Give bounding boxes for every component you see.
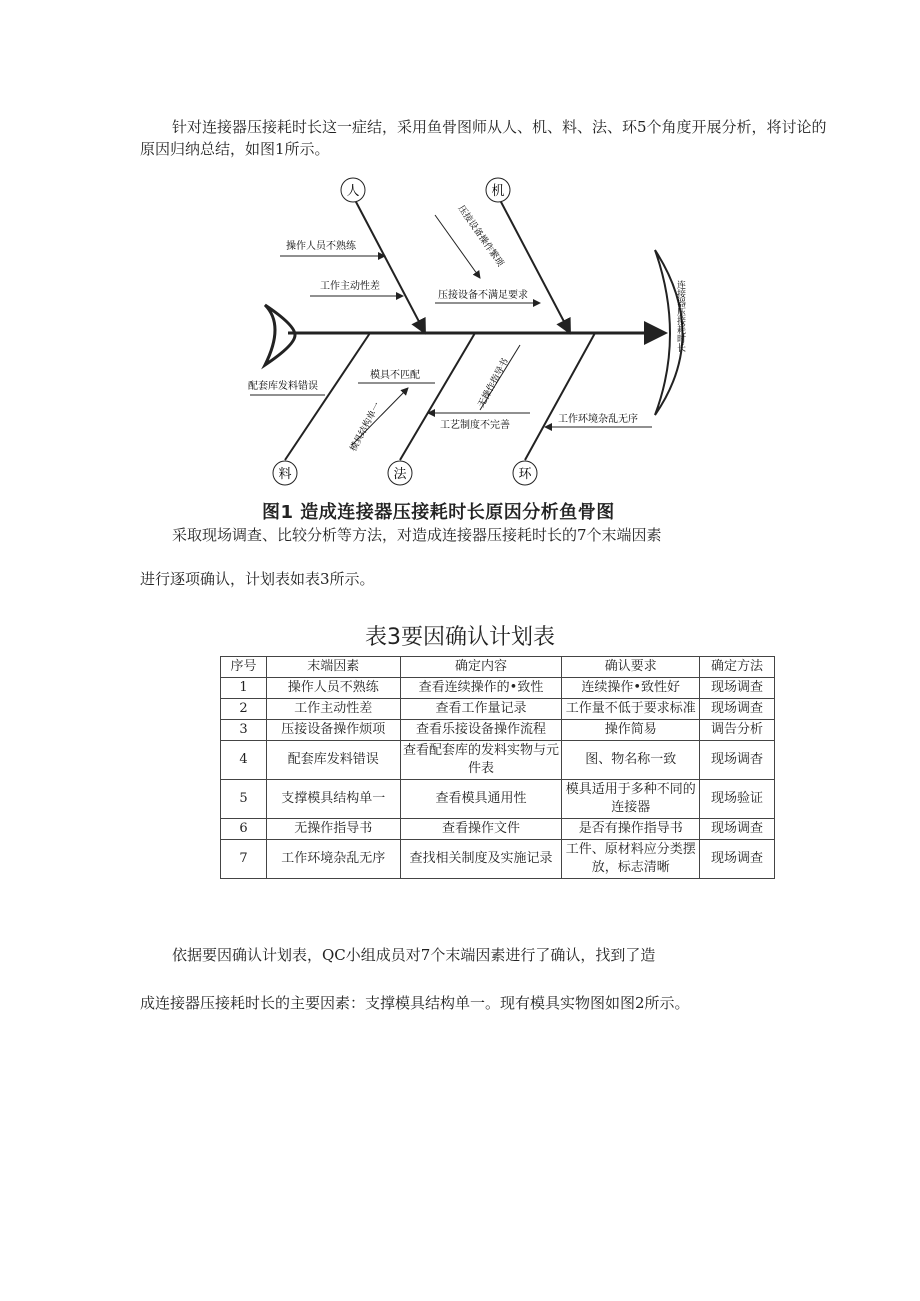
cell: 支撑模具结构单一 [266, 780, 400, 819]
table-row [221, 780, 775, 819]
paragraph-2a: 采取现场调查、比较分析等方法，对造成连接器压接耗时长的7个末端因素 [172, 526, 662, 544]
category-ren [341, 178, 365, 202]
cell: 查看模具通用性 [400, 780, 562, 819]
table-row [221, 678, 775, 699]
table-row [221, 699, 775, 720]
cell: 工作主动性差 [266, 699, 400, 720]
cause-6: 模具不匹配 [370, 370, 420, 381]
cause-3: 压接设备操作繁琐 [455, 203, 506, 269]
table-row [221, 840, 775, 879]
cell: 现场调查 [700, 678, 775, 699]
cell: 工件、原材料应分类摆放，标志清晰 [562, 840, 700, 879]
cell: 现场调杳 [700, 741, 775, 780]
head-label: 连接器压接耗时长 [675, 280, 685, 352]
cell: 2 [221, 699, 267, 720]
cell: 无操作指导书 [266, 819, 400, 840]
cell: 6 [221, 819, 267, 840]
category-huan [513, 461, 537, 485]
cell: 操作人员不熟练 [266, 678, 400, 699]
fish-tail [265, 305, 295, 365]
cell: 查看连续操作的•致性 [400, 678, 562, 699]
header-cell: 确定内容 [400, 657, 562, 678]
cell: 查看配套库的发料实物与元件表 [400, 741, 562, 780]
cell: 模具适用于多种不同的连接器 [562, 780, 700, 819]
svg-text:料: 料 [278, 467, 292, 482]
cell: 压接设备操作烦项 [266, 720, 400, 741]
cell: 配套库发料错误 [266, 741, 400, 780]
header-cell: 末端因素 [266, 657, 400, 678]
table-header-row [221, 657, 775, 678]
paragraph-2b: 进行逐项确认，计划表如表3所示。 [140, 570, 375, 588]
cell: 操作简易 [562, 720, 700, 741]
bone-huan [525, 333, 595, 460]
cell: 工作量不低于要求标准 [562, 699, 700, 720]
confirmation-plan-table [220, 656, 775, 879]
cell: 3 [221, 720, 267, 741]
cell: 7 [221, 840, 267, 879]
cell: 1 [221, 678, 267, 699]
cell: 查看工作量记录 [400, 699, 562, 720]
bone-ren [355, 200, 425, 333]
cause-4: 压接设备不满足要求 [438, 290, 528, 301]
cell: 连续操作•致性好 [562, 678, 700, 699]
cause-10: 工作环境杂乱无序 [558, 414, 638, 425]
table-row [221, 819, 775, 840]
cause-7: 模具结构单一 [348, 401, 384, 454]
cell: 5 [221, 780, 267, 819]
category-liao [273, 461, 297, 485]
figure-caption: 图1 造成连接器压接耗时长原因分析鱼骨图 [262, 502, 615, 523]
bone-ji [500, 200, 570, 333]
table-row [221, 720, 775, 741]
cause-8: 无操作指导书 [476, 357, 512, 410]
header-cell: 确认要求 [562, 657, 700, 678]
cell: 查找相关制度及实施记录 [400, 840, 562, 879]
cell: 查看操作文件 [400, 819, 562, 840]
cell: 工作环境杂乱无序 [266, 840, 400, 879]
cell: 现场调查 [700, 699, 775, 720]
svg-text:环: 环 [518, 467, 532, 482]
header-cell: 序号 [221, 657, 267, 678]
svg-text:人: 人 [346, 184, 360, 199]
category-ji [486, 178, 510, 202]
table-row [221, 741, 775, 780]
cell: 现场调查 [700, 819, 775, 840]
cause-1: 操作人员不熟练 [286, 241, 356, 252]
paragraph-3a: 依据要因确认计划表，QC小组成员对7个末端因素进行了确认，找到了造 [172, 946, 656, 964]
cause-5: 配套库发料错误 [248, 381, 318, 392]
paragraph-3b: 成连接器压接耗时长的主要因素：支撑模具结构单一。现有模具实物图如图2所示。 [140, 994, 690, 1012]
cause-2: 工作主动性差 [320, 281, 380, 292]
cell: 调告分析 [700, 720, 775, 741]
intro-paragraph: 针对连接器压接耗时长这一症结，采用鱼骨图师从人、机、料、法、环5个角度开展分析，将讨论的原因归纳总结，如图1所示。 [140, 118, 827, 158]
cell: 4 [221, 741, 267, 780]
cell: 现场调查 [700, 840, 775, 879]
cause-9: 工艺制度不完善 [440, 420, 510, 431]
table-title: 表3要因确认计划表 [365, 625, 555, 650]
cell: 现场验证 [700, 780, 775, 819]
cell: 查看乐接设备操作流程 [400, 720, 562, 741]
svg-text:法: 法 [393, 467, 407, 482]
svg-text:机: 机 [491, 184, 505, 199]
cell: 是否有操作指导书 [562, 819, 700, 840]
header-cell: 确定方法 [700, 657, 775, 678]
cell: 图、物名称一致 [562, 741, 700, 780]
bone-fa [400, 333, 475, 460]
category-fa [388, 461, 412, 485]
fishbone-diagram [240, 170, 700, 500]
